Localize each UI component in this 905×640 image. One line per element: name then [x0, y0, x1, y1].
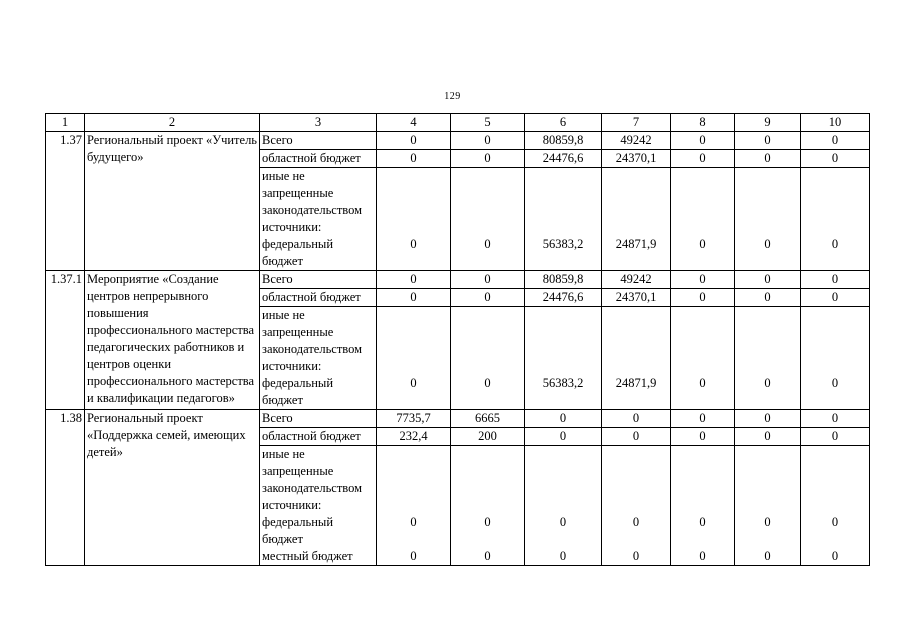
- local-value: 0: [632, 549, 640, 563]
- item-name: Мероприятие «Создание центров непрерывного повышения профессионального мастерства педагогических работников и центров оценки профессионального мастерства и квалификации педагогов»: [85, 271, 260, 410]
- source-label-other: [260, 168, 377, 271]
- value-cell: 0: [525, 428, 602, 446]
- federal-value: 0: [410, 515, 417, 529]
- value-cell: [525, 446, 602, 566]
- value-cell: 0: [801, 428, 870, 446]
- local-value: 0: [559, 549, 567, 563]
- federal-value: 0: [831, 237, 839, 251]
- value-cell: [735, 446, 801, 566]
- value-cell: 6665: [451, 410, 525, 428]
- source-label-line: федеральный: [262, 376, 334, 390]
- source-label-line: законодательством: [262, 203, 363, 217]
- value-cell: 0: [377, 289, 451, 307]
- header-row: [46, 114, 870, 132]
- column-header: 6: [525, 114, 602, 132]
- column-header: 2: [85, 114, 260, 132]
- table-row: [46, 410, 870, 428]
- value-cell: [801, 307, 870, 410]
- federal-value: 0: [764, 515, 771, 529]
- source-label-regional: областной бюджет: [260, 289, 377, 307]
- value-cell: [671, 307, 735, 410]
- source-label-line: законодательством: [262, 342, 363, 356]
- value-cell: 80859,8: [525, 271, 602, 289]
- column-header: 5: [451, 114, 525, 132]
- federal-value: 24871,9: [615, 237, 657, 251]
- value-cell: 0: [602, 428, 671, 446]
- value-cell: 0: [801, 132, 870, 150]
- value-cell: 24476,6: [525, 289, 602, 307]
- value-cell: 80859,8: [525, 132, 602, 150]
- value-cell: 24370,1: [602, 150, 671, 168]
- federal-value: 0: [764, 237, 771, 251]
- source-label-line: законодательством: [262, 481, 363, 495]
- value-cell: 0: [735, 132, 801, 150]
- value-cell: 0: [671, 150, 735, 168]
- federal-value: 24871,9: [615, 376, 657, 390]
- source-label-line: запрещенные: [262, 186, 334, 200]
- value-cell: 200: [451, 428, 525, 446]
- source-label-other: [260, 307, 377, 410]
- item-code: 1.37.1: [46, 271, 85, 410]
- source-label-total: Всего: [260, 271, 377, 289]
- value-cell: [671, 446, 735, 566]
- source-label-line: иные не: [262, 169, 305, 183]
- column-header: 4: [377, 114, 451, 132]
- value-cell: 0: [801, 410, 870, 428]
- local-value: 0: [699, 549, 706, 563]
- federal-value: 0: [410, 237, 417, 251]
- source-label-line: источники:: [262, 359, 322, 373]
- source-label-regional: областной бюджет: [260, 150, 377, 168]
- federal-value: 0: [410, 376, 417, 390]
- local-value: 0: [410, 549, 417, 563]
- item-name: Региональный проект «Поддержка семей, имеющих детей»: [85, 410, 260, 566]
- local-value: 0: [484, 549, 491, 563]
- value-cell: 49242: [602, 271, 671, 289]
- table-body: [46, 132, 870, 566]
- federal-value: 0: [699, 515, 706, 529]
- value-cell: 0: [377, 271, 451, 289]
- value-cell: 0: [451, 150, 525, 168]
- value-cell: [525, 307, 602, 410]
- federal-value: 0: [632, 515, 640, 529]
- value-cell: [525, 168, 602, 271]
- column-header: 1: [46, 114, 85, 132]
- federal-value: 0: [764, 376, 771, 390]
- page-number: 129: [444, 91, 461, 102]
- value-spacer: [604, 531, 668, 548]
- value-cell: [451, 307, 525, 410]
- source-label-other: [260, 446, 377, 566]
- value-cell: 0: [735, 410, 801, 428]
- value-cell: [801, 446, 870, 566]
- source-label-line: федеральный: [262, 515, 334, 529]
- source-label-line: бюджет: [262, 532, 303, 546]
- value-cell: 0: [451, 132, 525, 150]
- federal-value: 0: [484, 376, 491, 390]
- source-label-line: иные не: [262, 447, 305, 461]
- value-cell: 232,4: [377, 428, 451, 446]
- federal-value: 0: [559, 515, 567, 529]
- value-cell: 24476,6: [525, 150, 602, 168]
- value-cell: [377, 446, 451, 566]
- source-label-line: запрещенные: [262, 325, 334, 339]
- value-cell: 0: [735, 428, 801, 446]
- source-label-line: бюджет: [262, 254, 303, 268]
- value-cell: [735, 307, 801, 410]
- value-cell: 0: [671, 428, 735, 446]
- value-cell: 0: [671, 410, 735, 428]
- value-cell: 24370,1: [602, 289, 671, 307]
- table-row: [46, 132, 870, 150]
- value-cell: 7735,7: [377, 410, 451, 428]
- value-cell: [377, 307, 451, 410]
- federal-value: 56383,2: [542, 237, 584, 251]
- value-spacer: [803, 531, 867, 548]
- source-label-line: местный бюджет: [262, 549, 353, 563]
- source-label-total: Всего: [260, 132, 377, 150]
- value-cell: 0: [801, 150, 870, 168]
- value-spacer: [453, 531, 522, 548]
- value-cell: [801, 168, 870, 271]
- source-label-line: бюджет: [262, 393, 303, 407]
- item-name: Региональный проект «Учитель будущего»: [85, 132, 260, 271]
- value-cell: [602, 446, 671, 566]
- source-label-line: источники:: [262, 498, 322, 512]
- value-spacer: [737, 531, 798, 548]
- item-code: 1.37: [46, 132, 85, 271]
- value-cell: 0: [451, 289, 525, 307]
- source-label-line: запрещенные: [262, 464, 334, 478]
- local-value: 0: [831, 549, 839, 563]
- table-row: [46, 271, 870, 289]
- value-spacer: [673, 531, 732, 548]
- value-cell: [377, 168, 451, 271]
- value-cell: 0: [735, 271, 801, 289]
- value-cell: 49242: [602, 132, 671, 150]
- value-cell: 0: [801, 271, 870, 289]
- source-label-regional: областной бюджет: [260, 428, 377, 446]
- local-value: 0: [764, 549, 771, 563]
- federal-value: 0: [484, 515, 491, 529]
- federal-value: 56383,2: [542, 376, 584, 390]
- federal-value: 0: [484, 237, 491, 251]
- value-cell: 0: [671, 271, 735, 289]
- column-header: 7: [602, 114, 671, 132]
- value-cell: [735, 168, 801, 271]
- federal-value: 0: [699, 376, 706, 390]
- source-label-total: Всего: [260, 410, 377, 428]
- value-cell: [451, 446, 525, 566]
- value-cell: 0: [735, 150, 801, 168]
- column-header: 3: [260, 114, 377, 132]
- value-spacer: [379, 531, 448, 548]
- federal-value: 0: [831, 376, 839, 390]
- source-label-line: федеральный: [262, 237, 334, 251]
- federal-value: 0: [831, 515, 839, 529]
- value-cell: [602, 168, 671, 271]
- value-cell: 0: [602, 410, 671, 428]
- source-label-line: источники:: [262, 220, 322, 234]
- value-cell: [451, 168, 525, 271]
- value-cell: [602, 307, 671, 410]
- budget-table: [45, 113, 870, 566]
- source-label-line: иные не: [262, 308, 305, 322]
- value-cell: 0: [377, 150, 451, 168]
- value-cell: 0: [377, 132, 451, 150]
- value-cell: 0: [735, 289, 801, 307]
- item-code: 1.38: [46, 410, 85, 566]
- value-cell: 0: [525, 410, 602, 428]
- value-cell: 0: [671, 289, 735, 307]
- column-header: 10: [801, 114, 870, 132]
- value-cell: 0: [671, 132, 735, 150]
- federal-value: 0: [699, 237, 706, 251]
- column-header: 8: [671, 114, 735, 132]
- value-cell: 0: [801, 289, 870, 307]
- value-spacer: [527, 531, 599, 548]
- column-header: 9: [735, 114, 801, 132]
- value-cell: 0: [451, 271, 525, 289]
- value-cell: [671, 168, 735, 271]
